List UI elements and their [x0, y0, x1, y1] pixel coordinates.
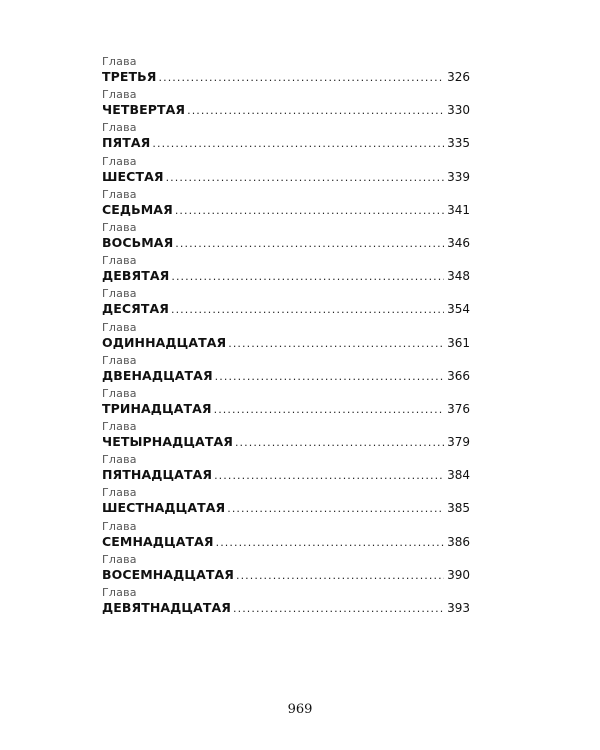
chapter-title: ТРИНАДЦАТАЯ	[102, 400, 212, 416]
toc-line	[102, 433, 470, 451]
chapter-label: Глава	[102, 453, 137, 467]
toc-entry[interactable]	[102, 387, 470, 420]
dot-leader	[236, 567, 444, 585]
dot-leader	[214, 401, 444, 419]
toc-entry[interactable]	[102, 586, 470, 619]
chapter-label: Глава	[102, 486, 137, 500]
dot-leader	[228, 335, 444, 353]
chapter-title: ЧЕТЫРНАДЦАТАЯ	[102, 434, 233, 450]
chapter-label: Глава	[102, 386, 137, 400]
page-number: 339	[447, 169, 470, 184]
chapter-label: Глава	[102, 220, 137, 234]
page-number: 366	[447, 368, 470, 383]
toc-line	[102, 201, 470, 219]
chapter-label: Глава	[102, 519, 137, 533]
toc-line	[102, 134, 470, 152]
dot-leader	[214, 467, 444, 485]
chapter-label: Глава	[102, 353, 137, 367]
page-number: 354	[447, 302, 470, 317]
toc-line	[102, 267, 470, 285]
page-number: 326	[447, 70, 470, 84]
chapter-label: Глава	[102, 552, 137, 566]
dot-leader	[187, 102, 444, 120]
toc-entry[interactable]	[102, 520, 470, 553]
chapter-label: Глава	[102, 420, 137, 434]
toc-line	[102, 400, 470, 418]
chapter-label: Глава	[102, 121, 137, 135]
toc-entry[interactable]	[102, 254, 470, 287]
dot-leader	[175, 202, 444, 220]
toc-entry[interactable]	[102, 88, 470, 121]
chapter-label: Глава	[102, 187, 137, 201]
dot-leader	[235, 434, 444, 452]
dot-leader	[216, 534, 444, 552]
chapter-title: СЕДЬМАЯ	[102, 201, 173, 217]
toc-line	[102, 334, 470, 352]
toc-line	[102, 499, 470, 517]
toc-entry[interactable]	[102, 354, 470, 387]
page-number: 385	[447, 501, 470, 516]
chapter-title: ВОСЬМАЯ	[102, 234, 174, 250]
chapter-title: ДЕВЯТАЯ	[102, 268, 170, 284]
chapter-title: ОДИННАДЦАТАЯ	[102, 334, 227, 350]
dot-leader	[171, 301, 444, 319]
toc-entry[interactable]	[102, 420, 470, 453]
toc-line	[102, 367, 470, 385]
toc-entry[interactable]	[102, 121, 470, 154]
page-number: 361	[447, 335, 470, 350]
page-number: 346	[447, 235, 470, 250]
toc-line	[102, 68, 470, 86]
chapter-label: Глава	[102, 88, 137, 102]
dot-leader	[227, 500, 444, 518]
chapter-title: СЕМНАДЦАТАЯ	[102, 533, 214, 549]
toc-line	[102, 466, 470, 484]
chapter-label: Глава	[102, 586, 137, 599]
page-number: 390	[447, 567, 470, 582]
page-number: 393	[447, 601, 470, 615]
chapter-title: ШЕСТНАДЦАТАЯ	[102, 500, 226, 516]
toc-entry[interactable]	[102, 453, 470, 486]
toc-line	[102, 168, 470, 186]
toc-entry[interactable]	[102, 221, 470, 254]
chapter-label: Глава	[102, 55, 137, 68]
dot-leader	[166, 169, 445, 187]
page-number: 386	[447, 534, 470, 549]
page-number: 335	[447, 136, 470, 151]
toc-entry[interactable]	[102, 321, 470, 354]
toc-line	[102, 101, 470, 119]
toc-entry[interactable]	[102, 553, 470, 586]
page-number: 330	[447, 103, 470, 118]
chapter-title: ШЕСТАЯ	[102, 168, 164, 184]
table-of-contents	[102, 55, 470, 619]
toc-entry[interactable]	[102, 55, 470, 88]
toc-entry[interactable]	[102, 188, 470, 221]
dot-leader	[171, 268, 444, 286]
chapter-title: ПЯТНАДЦАТАЯ	[102, 467, 213, 483]
toc-entry[interactable]	[102, 486, 470, 519]
chapter-title: ЧЕТВЕРТАЯ	[102, 102, 186, 118]
toc-line	[102, 566, 470, 584]
page-number: 341	[447, 202, 470, 217]
chapter-title: ДЕВЯТНАДЦАТАЯ	[102, 600, 232, 615]
toc-entry[interactable]	[102, 287, 470, 320]
toc-line	[102, 300, 470, 318]
chapter-title: ДВЕНАДЦАТАЯ	[102, 367, 213, 383]
chapter-title: ВОСЕМНАДЦАТАЯ	[102, 566, 234, 582]
page-number: 376	[447, 401, 470, 416]
dot-leader	[215, 368, 444, 386]
chapter-title: ДЕСЯТАЯ	[102, 301, 169, 317]
toc-line	[102, 234, 470, 252]
dot-leader	[152, 135, 444, 153]
page-folio: 969	[287, 702, 313, 717]
chapter-label: Глава	[102, 154, 137, 168]
toc-line	[102, 599, 470, 617]
chapter-title: ПЯТАЯ	[102, 135, 151, 151]
chapter-label: Глава	[102, 287, 137, 301]
page-number: 379	[447, 435, 470, 450]
chapter-label: Глава	[102, 320, 137, 334]
chapter-label: Глава	[102, 254, 137, 268]
dot-leader	[175, 235, 444, 253]
chapter-title: ТРЕТЬЯ	[102, 69, 157, 84]
toc-line	[102, 533, 470, 551]
page-number: 348	[447, 269, 470, 284]
dot-leader	[233, 600, 444, 618]
toc-entry[interactable]	[102, 155, 470, 188]
page-number: 384	[447, 468, 470, 483]
dot-leader	[159, 69, 445, 87]
